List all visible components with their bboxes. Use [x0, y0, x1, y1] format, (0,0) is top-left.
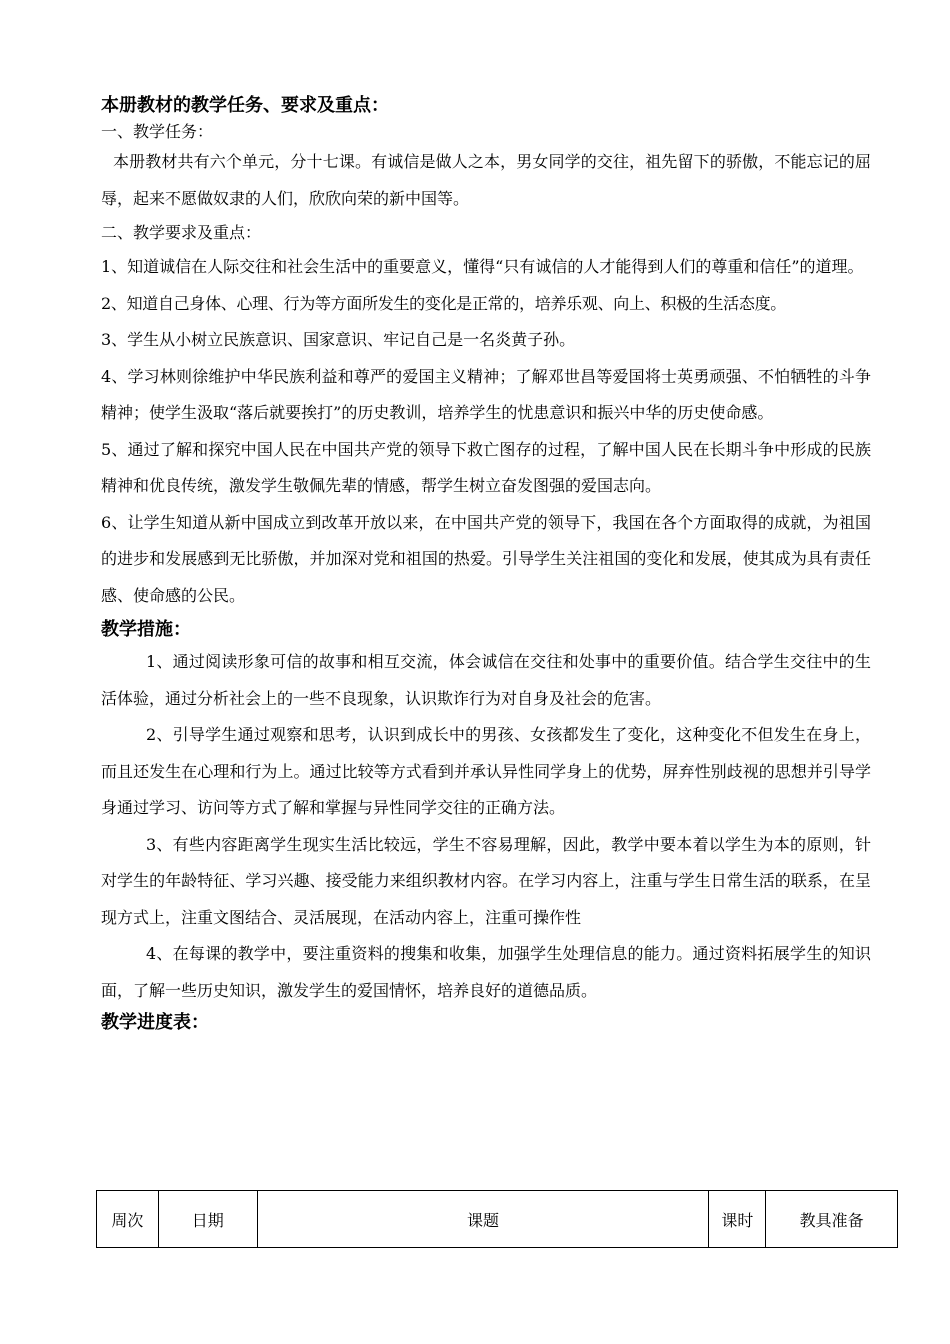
- header-teaching-aids: 教具准备: [766, 1191, 898, 1248]
- section-requirements-title: 二、教学要求及重点：: [101, 223, 262, 242]
- schedule-title: 教学进度表：: [101, 1012, 209, 1033]
- header-date: 日期: [158, 1191, 257, 1248]
- header-topic: 课题: [257, 1191, 709, 1248]
- schedule-header-row: [97, 1191, 898, 1248]
- measure-item-2: 2、引导学生通过观察和思考，认识到成长中的男孩、女孩都发生了变化，这种变化不但发生在身上，而且还发生在心理和行为上。通过比较等方式看到并承认异性同学身上的优势，屏弃性别歧视的思想并引导学身通过学习、访问等方式了解和掌握与异性同学交往的正确方法。: [101, 725, 871, 817]
- measure-item-4: 4、在每课的教学中，要注重资料的搜集和收集，加强学生处理信息的能力。通过资料拓展学生的知识面，了解一些历史知识，激发学生的爱国情怀，培养良好的道德品质。: [101, 944, 871, 1000]
- schedule-table: [96, 1190, 898, 1248]
- header-week: 周次: [97, 1191, 159, 1248]
- measure-item-1: 1、通过阅读形象可信的故事和相互交流，体会诚信在交往和处事中的重要价值。结合学生交往中的生活体验，通过分析社会上的一些不良现象，认识欺诈行为对自身及社会的危害。: [101, 652, 871, 708]
- requirement-item-5: 5、通过了解和探究中国人民在中国共产党的领导下救亡图存的过程，了解中国人民在长期斗争中形成的民族精神和优良传统，激发学生敬佩先辈的情感，帮学生树立奋发图强的爱国志向。: [101, 439, 871, 495]
- requirement-item-3: 3、学生从小树立民族意识、国家意识、牢记自己是一名炎黄子孙。: [101, 330, 576, 349]
- requirement-item-2: 2、知道自己身体、心理、行为等方面所发生的变化是正常的，培养乐观、向上、积极的生活态度。: [101, 293, 786, 313]
- document-title: 本册教材的教学任务、要求及重点：: [101, 95, 389, 116]
- teaching-tasks-paragraph: 本册教材共有六个单元，分十七课。有诚信是做人之本，男女同学的交往，祖先留下的骄傲，不能忘记的屈辱，起来不愿做奴隶的人们，欣欣向荣的新中国等。: [101, 152, 871, 208]
- measure-item-3: 3、有些内容距离学生现实生活比较远，学生不容易理解，因此，教学中要本着以学生为本的原则，针对学生的年龄特征、学习兴趣、接受能力来组织教材内容。在学习内容上，注重与学生日常生活的联系，在呈现方式上，注重文图结合、灵活展现，在活动内容上，注重可操作性: [101, 834, 871, 927]
- header-periods: 课时: [709, 1191, 766, 1248]
- measures-title: 教学措施：: [101, 619, 191, 640]
- requirement-item-1: 1、知道诚信在人际交往和社会生活中的重要意义，懂得“只有诚信的人才能得到人们的尊重和信任”的道理。: [101, 257, 864, 276]
- requirement-item-4: 4、学习林则徐维护中华民族利益和尊严的爱国主义精神；了解邓世昌等爱国将士英勇顽强、不怕牺牲的斗争精神；使学生汲取“落后就要挨打”的历史教训，培养学生的忧患意识和振兴中华的历史使命感。: [101, 366, 871, 422]
- document-body: [101, 92, 871, 1037]
- requirement-item-6: 6、让学生知道从新中国成立到改革开放以来，在中国共产党的领导下，我国在各个方面取得的成就，为祖国的进步和发展感到无比骄傲，并加深对党和祖国的热爱。引导学生关注祖国的变化和发展，使其成为具有责任感、使命感的公民。: [101, 512, 871, 605]
- section-teaching-tasks-title: 一、教学任务：: [101, 122, 214, 141]
